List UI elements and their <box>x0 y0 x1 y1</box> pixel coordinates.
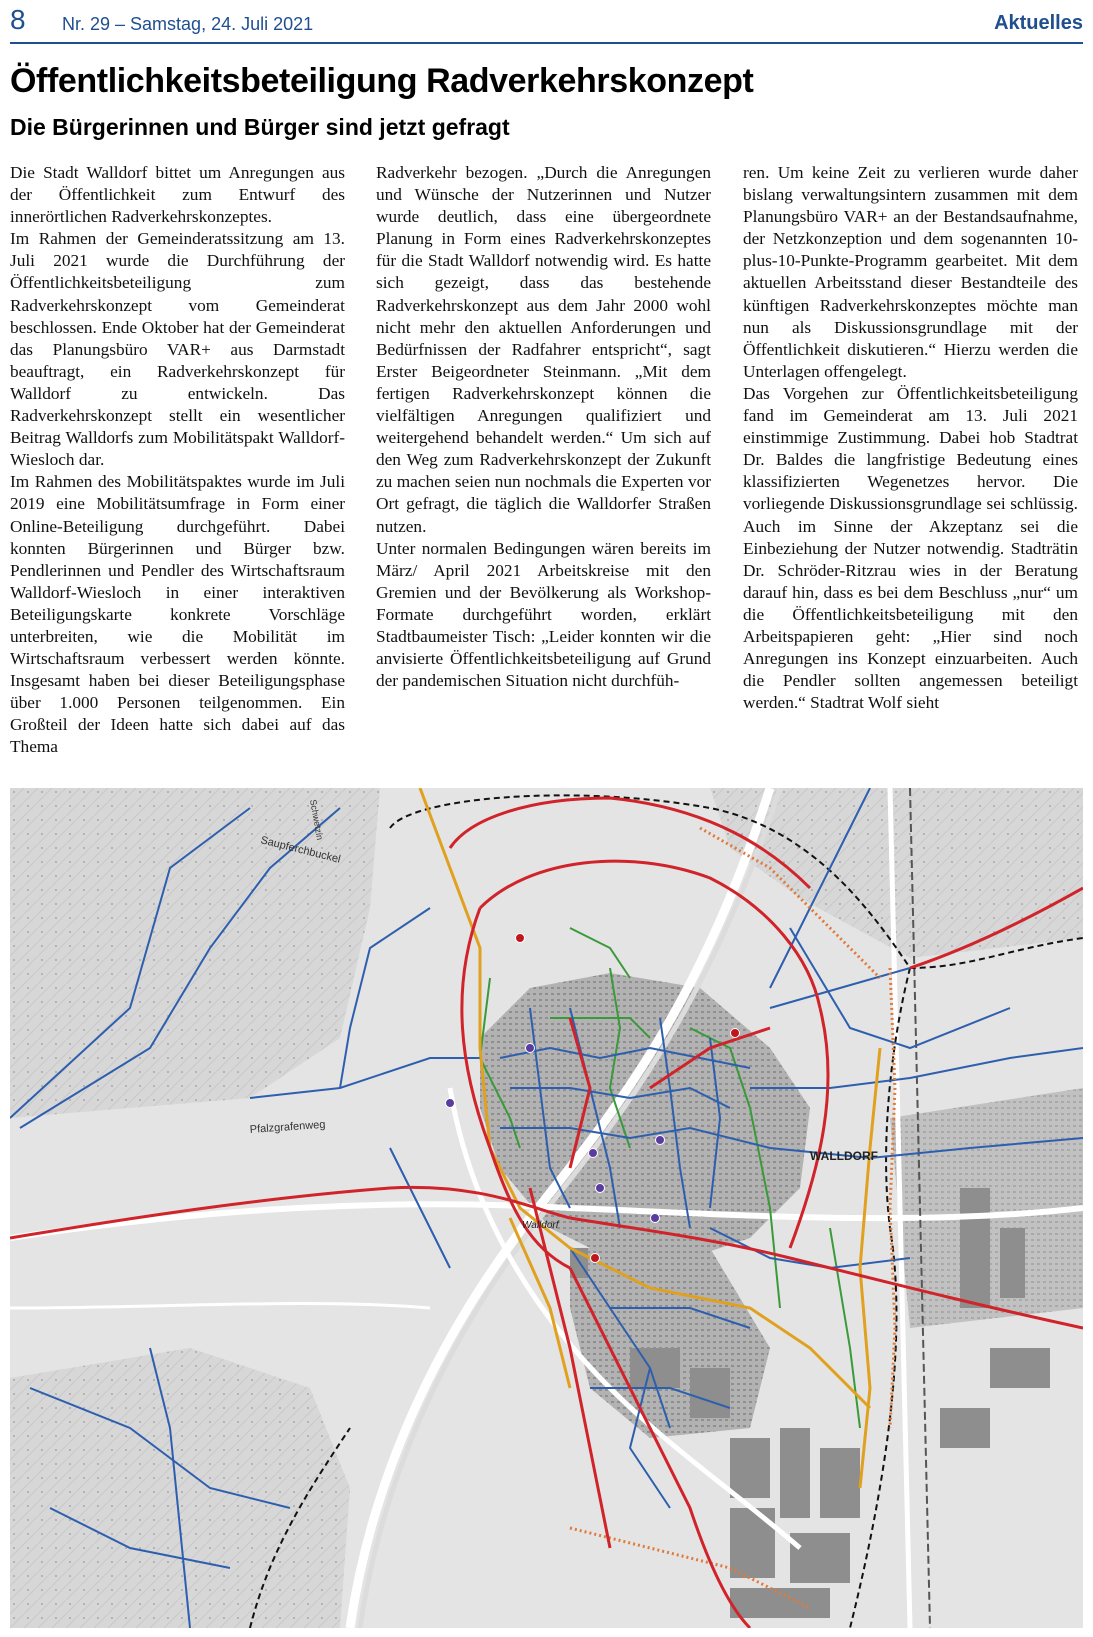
page-header <box>10 4 1083 44</box>
issue-date: Nr. 29 – Samstag, 24. Juli 2021 <box>62 14 314 34</box>
map-marker-purple <box>596 1184 605 1193</box>
map-marker-red <box>731 1029 740 1038</box>
article-column-2 <box>376 162 711 782</box>
paragraph: Unter normalen Bedingungen wären bereits im März/ April 2021 Arbeitskreise mit den Gremien und der Bevölkerung als Workshop-Formate durchgeführt worden, erklärt Stadtbaumeister Tisch: „Leider konnten wir die anvisierte Öffentlichkeitsbeteiligung auf Grund der pandemischen Situation nicht durchfüh- <box>376 538 711 691</box>
article-column-3 <box>743 162 1078 782</box>
forest-area <box>10 1348 350 1628</box>
bike-network-map <box>10 788 1083 1628</box>
map-marker-purple <box>446 1099 455 1108</box>
article-headline: Öffentlichkeitsbeteiligung Radverkehrskonzept <box>10 62 754 100</box>
map-marker-purple <box>651 1214 660 1223</box>
map-marker-red <box>516 934 525 943</box>
section-title: Aktuelles <box>994 12 1083 34</box>
place-label: Schwetzin <box>308 798 326 841</box>
map-figure <box>10 788 1083 1628</box>
place-label: Walldorf <box>522 1220 559 1231</box>
town-label: WALLDORF <box>810 1149 878 1163</box>
paragraph: Im Rahmen der Gemeinderatssitzung am 13. Juli 2021 wurde die Durchführung der Öffentlichkeitsbeteiligung zum Radverkehrskonzept vom Gemeinderat beschlossen. Ende Oktober hat der Gemeinderat das Planungsbüro VAR+ aus Darmstadt beauftragt, ein Radverkehrskonzept für Walldorf zu entwickeln. Das Radverkehrskonzept stellt ein wesentlicher Beitrag Walldorfs zum Mobilitätspakt Walldorf-Wiesloch dar. <box>10 229 345 470</box>
page-number: 8 <box>10 4 26 35</box>
place-label: Saupferchbuckel <box>259 834 342 866</box>
paragraph: Im Rahmen des Mobilitätspaktes wurde im Juli 2019 eine Mobilitätsumfrage in Form einer Online-Beteiligung durchgeführt. Dabei konnten Bürgerinnen und Bürger bzw. Pendlerinnen und Pendler des Wirtschaftsraum Walldorf-Wiesloch in einer interaktiven Beteiligungskarte konkrete Vorschläge unterbreiten, wie die Mobilität im Wirtschaftsraum verbessert werden könnte. Insgesamt haben bei dieser Beteiligungsphase über 1.000 Personen teilgenommen. Ein Großteil der Ideen hatte sich dabei auf das Thema <box>10 472 345 757</box>
paragraph: Die Stadt Walldorf bittet um Anregungen aus der Öffentlichkeit zum Entwurf des innerörtlichen Radverkehrskonzeptes. <box>10 163 345 227</box>
article-subheadline: Die Bürgerinnen und Bürger sind jetzt gefragt <box>10 114 510 140</box>
map-marker-purple <box>526 1044 535 1053</box>
paragraph: Das Vorgehen zur Öffentlichkeitsbeteiligung fand im Gemeinderat am 13. Juli 2021 einstimmige Zustimmung. Dabei hob Stadtrat Dr. Baldes die langfristige Bedeutung eines klassifizierten Wegenetzes hervor. Die vorliegende Diskussionsgrundlage sei schlüssig. Auch im Sinne der Akzeptanz sei die Einbeziehung der Nutzer notwendig. Stadträtin Dr. Schröder-Ritzrau wies in der Beratung darauf hin, dass es bei dem Beschluss „nur“ um die Öffentlichkeitsbeteiligung mit den Arbeitspapieren geht: „Hier sind noch Anregungen ins Konzept einzuarbeiten. Auch die Pendler sollten angemessen beteiligt werden.“ Stadtrat Wolf sieht <box>743 383 1078 713</box>
paragraph: ren. Um keine Zeit zu verlieren wurde daher bislang verwaltungsintern zusammen mit dem Planungsbüro VAR+ an der Bestandsaufnahme, der Netzkonzeption und dem sogenannten 10-plus-10-Punkte-Programm gearbeitet. Mit dem aktuellen Arbeitsstand dieser Bestandteile des künftigen Radverkehrskonzeptes möchte man nun als Diskussionsgrundlage mit der Öffentlichkeit diskutieren.“ Hierzu werden die Unterlagen offengelegt. <box>743 163 1078 381</box>
map-marker-purple <box>656 1136 665 1145</box>
article-column-1 <box>10 162 345 782</box>
map-marker-purple <box>589 1149 598 1158</box>
map-marker-red <box>591 1254 600 1263</box>
place-label: Pfalzgrafenweg <box>249 1118 326 1136</box>
paragraph: Radverkehr bezogen. „Durch die Anregungen und Wünsche der Nutzerinnen und Nutzer wurde deutlich, dass eine übergeordnete Planung in Form eines Radverkehrskonzeptes für die Stadt Walldorf notwendig wird. Es hatte sich gezeigt, dass das bestehende Radverkehrskonzept aus dem Jahr 2000 wohl nicht mehr den aktuellen Anforderungen und Bedürfnissen der Radfahrer entspricht“, sagt Erster Beigeordneter Steinmann. „Mit dem fertigen Radverkehrskonzept können die vielfältigen Anregungen qualifiziert und weitergehend behandelt werden.“ Um sich auf den Weg zum Radverkehrskonzept der Zukunft zu machen seien nun nochmals die Experten vor Ort gefragt, die täglich die Walldorfer Straßen nutzen. <box>376 163 711 536</box>
